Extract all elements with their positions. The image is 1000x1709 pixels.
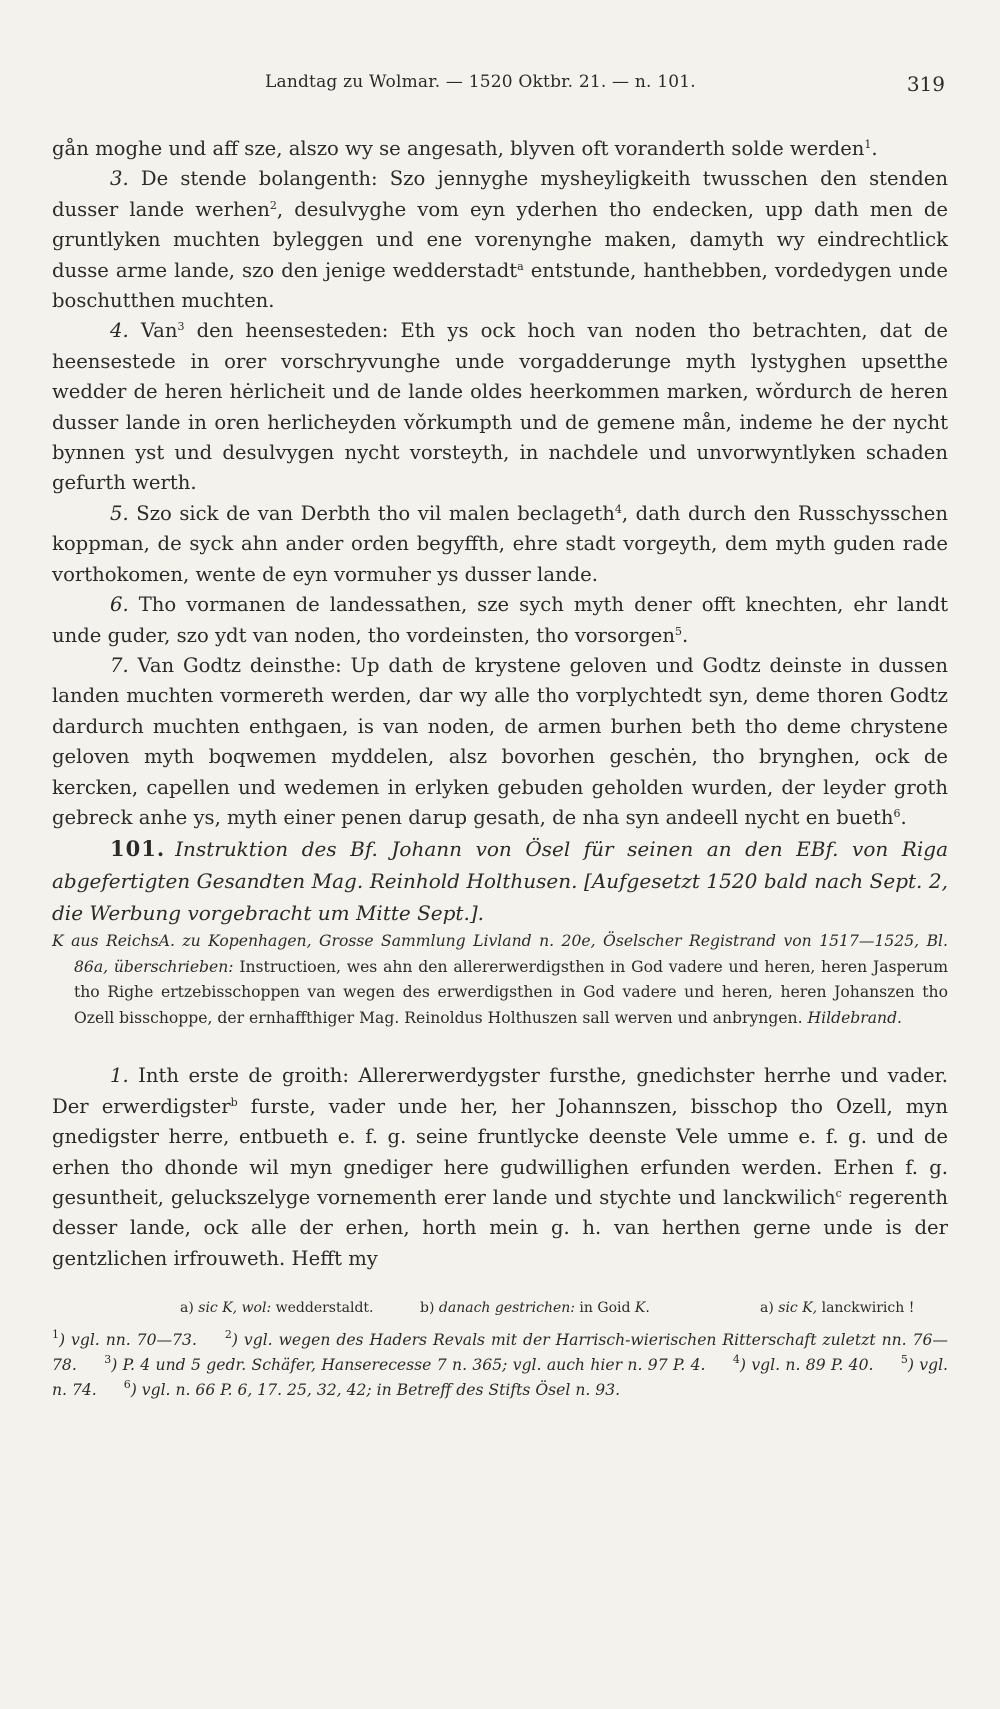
- footnote-5: $^5$) vgl. n. 74.: [52, 1353, 949, 1400]
- footnote-3: $^3$) P. 4 und 5 gedr. Schäfer, Hanserecesse 7 n. 365; vgl. auch hier n. 97 P. 4.: [104, 1353, 706, 1375]
- footnote-6: $^6$) vgl. n. 66 P. 6, 17. 25, 32, 42; in Betreff des Stifts Ösel n. 93.: [123, 1378, 621, 1400]
- textnote-ref: b: [230, 1095, 238, 1109]
- paragraph-number: 5.: [110, 501, 129, 525]
- entry-title: Instruktion des Bf. Johann von Ösel für seinen an den EBf. von Riga abgefertigten Gesandten Mag. Reinhold Holthusen. [Aufgesetzt 1520 bald nach Sept. 2, die Werbung vorgebracht um Mitte Sept.].: [52, 837, 948, 926]
- textual-notes: [52, 1298, 948, 1320]
- source-note: K aus ReichsA. zu Kopenhagen, Grosse Sammlung Livland n. 20e, Öselscher Registrand von 1517—1525, Bl. 86a, überschrieben: Instructioen, wes ahn den allererwerdigsthen in God vadere und heren, heren Jasperum tho Righe ertzebisschoppen van wegen des erwerdigsthen in God vadere und heren, heren Johanszen tho Ozell bisschoppe, der ernhaffthiger Mag. Reinoldus Holthuszen sall werven und anbryngen. Hildebrand.: [52, 932, 948, 1027]
- paragraph-number: 6.: [110, 593, 129, 617]
- footnote-ref: 4: [614, 502, 622, 516]
- page-body: [52, 134, 948, 1403]
- page-number: 319: [906, 72, 945, 96]
- textnote-c: a) sic K, lanckwirich !: [760, 1300, 915, 1317]
- footnote-ref: 1: [864, 138, 872, 151]
- textnote-ref: c: [835, 1186, 842, 1200]
- textnote-b: b) danach gestrichen: in Goid K.: [420, 1300, 650, 1317]
- spacer: [52, 1031, 948, 1061]
- footnotes: [52, 1328, 948, 1403]
- paragraph-number: 4.: [110, 319, 129, 343]
- footnote-ref: 5: [675, 624, 683, 638]
- paragraph-4: 4. Van$^3$ den heensesteden: Eth ys ock hoch van noden tho betrachten, dat de heensestede in orer vorschryvunghe unde vorgadderunge myth lystyghen upsetthe wedder de heren hėrlicheit und de lande oldes heerkommen marken, wǒrdurch de heren dusser lande in oren herlicheyden vǒrkumpth und de gemene mån, indeme he der nycht bynnen yst und desulvygen nycht vorsteyth, in nachdele und unvorwyntlyken schaden gefurth werth.: [52, 319, 948, 495]
- paragraph-6: 6. Tho vormanen de landessathen, sze sych myth dener offt knechten, ehr landt unde guder, szo ydt van noden, tho vordeinsten, tho vorsorgen$^5$.: [52, 593, 949, 647]
- footnote-2: $^2$) vgl. wegen des Haders Revals mit der Harrisch-wierischen Ritterschaft zuletzt nn. 76—78.: [52, 1328, 948, 1375]
- entry-number: 101.: [110, 836, 166, 862]
- textnote-a: a) sic K, wol: wedderstaldt.: [180, 1300, 374, 1317]
- paragraph-3: 3. De stende bolangenth: Szo jennyghe mysheyligkeith twusschen den stenden dusser lande werhen$^2$, desulvyghe vom eyn yderhen tho endecken, upp dath men de gruntlyken muchten byleggen und ene vorenynghe maken, damyth wy eindrechtlick dusse arme lande, szo den jenige wedderstadt$^a$ entstunde, hanthebben, vordedygen unde boschutthen muchten.: [52, 167, 948, 313]
- paragraph-continued: gån moghe und aff sze, alszo wy se angesath, blyven oft voranderth solde werden$^1$.: [52, 137, 878, 160]
- paragraph-5: 5. Szo sick de van Derbth tho vil malen beclageth$^4$, dath durch den Russchysschen koppman, de syck ahn ander orden begyffth, ehre stadt vorgeyth, dem myth guden rade vorthokomen, wente de eyn vormuher ys dusser lande.: [52, 501, 948, 586]
- paragraph-7: 7. Van Godtz deinsthe: Up dath de krystene geloven und Godtz deinste in dussen landen muchten vormereth werden, dar wy alle tho vorplychtedt syn, deme thoren Godtz dardurch muchten enthgaen, is van noden, de armen burhen beth tho deme chrystene geloven myth boqwemen myddelen, alsz bovorhen geschėn, tho brynghen, ock de kercken, capellen und wedemen in erlyken gebuden geholden wurden, der leyder groth gebreck anhe ys, myth einer penen darup gesath, de nha syn andeell nycht en bueth$^6$.: [52, 653, 948, 829]
- paragraph-number: 7.: [110, 653, 129, 677]
- footnote-ref: 2: [269, 198, 277, 212]
- footnote-4: $^4$) vgl. n. 89 P. 40.: [732, 1353, 874, 1375]
- footnote-ref: 3: [177, 320, 185, 334]
- paragraph-number: 3.: [110, 167, 129, 191]
- running-head: Landtag zu Wolmar. — 1520 Oktbr. 21. — n. 101.: [265, 72, 696, 92]
- page-header: [0, 72, 1000, 96]
- footnote-1: $^1$) vgl. nn. 70—73.: [52, 1328, 197, 1350]
- entry-heading: [52, 833, 948, 929]
- instruction-paragraph-1: 1. Inth erste de groith: Allererwerdygster fursthe, gnedichster herrhe und vader. Der erwerdigster$^b$ furste, vader unde her, her Johannszen, bisschop tho Ozell, myn gnedigster herre, entbueth e. f. g. seine fruntlycke deenste Vele umme e. f. g. und de erhen tho dhonde wil myn gnediger here gudwillighen erfunden werden. Erhen f. g. gesuntheit, geluckszelyge vornementh erer lande und stychte und lanckwilich$^c$ regerenth desser lande, ock alle der erhen, horth mein g. h. van herthen gerne unde is der gentzlichen irfrouweth. Hefft my: [52, 1064, 949, 1270]
- footnote-ref: 6: [893, 806, 901, 820]
- paragraph-number: 1.: [110, 1064, 129, 1088]
- textnote-ref: a: [517, 259, 524, 273]
